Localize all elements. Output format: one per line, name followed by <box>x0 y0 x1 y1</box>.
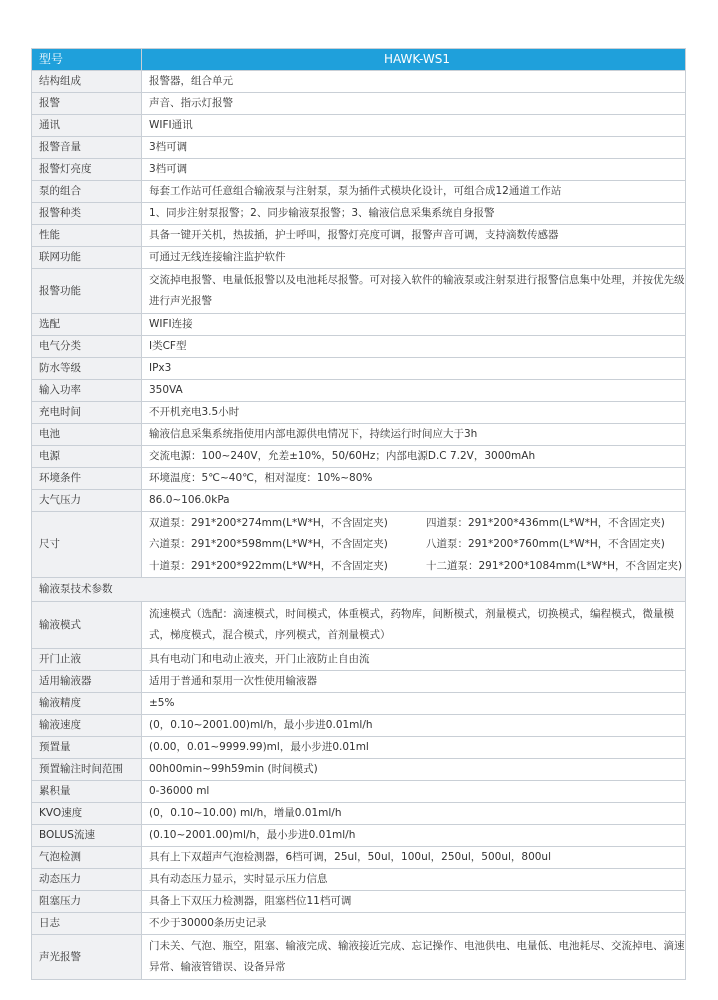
spec-value: 门未关、气泡、瓶空，阻塞、输液完成、输液接近完成、忘记操作、电池供电、电量低、电池耗尽、交流掉电、滴速异常、输液管错误、设备异常 <box>142 935 686 980</box>
spec-row <box>32 336 686 358</box>
spec-key: KVO速度 <box>32 803 142 825</box>
spec-value: 具备一键开关机，热拔插，护士呼叫，报警灯亮度可调，报警声音可调，支持滴数传感器 <box>142 225 686 247</box>
spec-key: 气泡检测 <box>32 847 142 869</box>
spec-row <box>32 380 686 402</box>
spec-value: 输液信息采集系统指使用内部电源供电情况下，持续运行时间应大于3h <box>142 424 686 446</box>
size-key: 尺寸 <box>32 512 142 578</box>
spec-value: 具备上下双压力检测器，阻塞档位11档可调 <box>142 891 686 913</box>
spec-value: 具有上下双超声气泡检测器，6档可调，25ul，50ul，100ul，250ul，500ul，800ul <box>142 847 686 869</box>
spec-key: 充电时间 <box>32 402 142 424</box>
spec-row <box>32 203 686 225</box>
spec-key: 累积量 <box>32 781 142 803</box>
spec-key: 防水等级 <box>32 358 142 380</box>
spec-value: WIFI连接 <box>142 314 686 336</box>
spec-row <box>32 446 686 468</box>
spec-value: 适用于普通和泵用一次性使用输液器 <box>142 671 686 693</box>
spec-value: ±5% <box>142 693 686 715</box>
size-spec-left: 十道泵：291*200*922mm(L*W*H，不含固定夹) <box>149 560 388 572</box>
spec-key: 声光报警 <box>32 935 142 980</box>
size-spec-left: 双道泵：291*200*274mm(L*W*H，不含固定夹) <box>149 516 388 529</box>
spec-row <box>32 715 686 737</box>
spec-key: 通讯 <box>32 115 142 137</box>
spec-value: (0.10~2001.00)ml/h，最小步进0.01ml/h <box>142 825 686 847</box>
spec-row <box>32 402 686 424</box>
size-spec-right: 四道泵：291*200*436mm(L*W*H，不含固定夹) <box>426 516 665 529</box>
spec-row <box>32 247 686 269</box>
spec-value: (0.00，0.01~9999.99)ml，最小步进0.01ml <box>142 737 686 759</box>
spec-row <box>32 314 686 336</box>
spec-value: 环境温度：5℃~40℃，相对湿度：10%~80% <box>142 468 686 490</box>
spec-row <box>32 468 686 490</box>
spec-value: 交流掉电报警、电量低报警以及电池耗尽报警。可对接入软件的输液泵或注射泵进行报警信息集中处理，并按优先级进行声光报警 <box>142 269 686 314</box>
spec-row <box>32 269 686 314</box>
spec-key: 泵的组合 <box>32 181 142 203</box>
spec-row <box>32 671 686 693</box>
header-row <box>32 49 686 71</box>
spec-key: 预置量 <box>32 737 142 759</box>
spec-value: (0，0.10~10.00) ml/h，增量0.01ml/h <box>142 803 686 825</box>
spec-key: 动态压力 <box>32 869 142 891</box>
spec-row <box>32 825 686 847</box>
spec-row <box>32 225 686 247</box>
spec-key: 选配 <box>32 314 142 336</box>
spec-value: 流速模式（选配：滴速模式，时间模式，体重模式，药物库，间断模式，剂量模式，切换模式，编程模式，微量模式，梯度模式，混合模式，序列模式，首剂量模式） <box>142 602 686 649</box>
header-label: 型号 <box>32 49 142 71</box>
spec-row <box>32 649 686 671</box>
spec-row <box>32 490 686 512</box>
spec-key: 报警种类 <box>32 203 142 225</box>
spec-key: 预置输注时间范围 <box>32 759 142 781</box>
spec-row <box>32 424 686 446</box>
spec-key: 报警灯亮度 <box>32 159 142 181</box>
spec-key: 输液精度 <box>32 693 142 715</box>
spec-value: 可通过无线连接输注监护软件 <box>142 247 686 269</box>
spec-row <box>32 935 686 980</box>
section-title: 输液泵技术参数 <box>32 578 686 602</box>
spec-value: 每套工作站可任意组合输液泵与注射泵，泵为插件式模块化设计，可组合成12通道工作站 <box>142 181 686 203</box>
spec-row <box>32 869 686 891</box>
spec-row <box>32 803 686 825</box>
spec-row <box>32 759 686 781</box>
spec-key: 电池 <box>32 424 142 446</box>
spec-row <box>32 115 686 137</box>
spec-row <box>32 847 686 869</box>
spec-key: 报警 <box>32 93 142 115</box>
spec-key: 报警音量 <box>32 137 142 159</box>
spec-table <box>31 48 686 980</box>
spec-value: 00h00min~99h59min (时间模式) <box>142 759 686 781</box>
spec-value: 3档可调 <box>142 137 686 159</box>
spec-key: 阻塞压力 <box>32 891 142 913</box>
spec-row <box>32 159 686 181</box>
spec-value: (0，0.10~2001.00)ml/h，最小步进0.01ml/h <box>142 715 686 737</box>
section-row <box>32 578 686 602</box>
spec-row <box>32 602 686 649</box>
spec-value: 具有电动门和电动止液夹，开门止液防止自由流 <box>142 649 686 671</box>
spec-key: 电源 <box>32 446 142 468</box>
spec-key: 电气分类 <box>32 336 142 358</box>
spec-value: 3档可调 <box>142 159 686 181</box>
spec-value: 1、同步注射泵报警；2、同步输液泵报警；3、输液信息采集系统自身报警 <box>142 203 686 225</box>
spec-row <box>32 891 686 913</box>
spec-value: I类CF型 <box>142 336 686 358</box>
spec-value: 报警器，组合单元 <box>142 71 686 93</box>
size-row <box>32 512 686 534</box>
spec-value: 具有动态压力显示，实时显示压力信息 <box>142 869 686 891</box>
spec-key: BOLUS流速 <box>32 825 142 847</box>
size-spec-right: 十二道泵：291*200*1084mm(L*W*H，不含固定夹) <box>426 560 683 572</box>
spec-row <box>32 737 686 759</box>
spec-key: 适用输液器 <box>32 671 142 693</box>
spec-key: 性能 <box>32 225 142 247</box>
spec-row <box>32 181 686 203</box>
spec-row <box>32 693 686 715</box>
spec-key: 报警功能 <box>32 269 142 314</box>
spec-value: 交流电源：100~240V，允差±10%，50/60Hz；内部电源D.C 7.2V，3000mAh <box>142 446 686 468</box>
spec-row <box>32 93 686 115</box>
spec-row <box>32 781 686 803</box>
spec-key: 开门止液 <box>32 649 142 671</box>
spec-key: 日志 <box>32 913 142 935</box>
size-spec-right: 八道泵：291*200*760mm(L*W*H，不含固定夹) <box>426 538 665 551</box>
spec-value: IPx3 <box>142 358 686 380</box>
spec-value: 0-36000 ml <box>142 781 686 803</box>
spec-key: 输液速度 <box>32 715 142 737</box>
model-name: HAWK-WS1 <box>142 49 686 71</box>
spec-key: 结构组成 <box>32 71 142 93</box>
spec-value: 350VA <box>142 380 686 402</box>
spec-row <box>32 137 686 159</box>
spec-sheet <box>31 48 686 980</box>
spec-key: 输液模式 <box>32 602 142 649</box>
spec-key: 联网功能 <box>32 247 142 269</box>
spec-key: 环境条件 <box>32 468 142 490</box>
spec-row <box>32 71 686 93</box>
spec-value: 不少于30000条历史记录 <box>142 913 686 935</box>
spec-row <box>32 913 686 935</box>
spec-key: 大气压力 <box>32 490 142 512</box>
spec-value: WIFI通讯 <box>142 115 686 137</box>
spec-value: 不开机充电3.5小时 <box>142 402 686 424</box>
spec-value: 声音、指示灯报警 <box>142 93 686 115</box>
spec-value: 86.0~106.0kPa <box>142 490 686 512</box>
spec-row <box>32 358 686 380</box>
size-spec-left: 六道泵：291*200*598mm(L*W*H，不含固定夹) <box>149 538 388 551</box>
spec-key: 输入功率 <box>32 380 142 402</box>
